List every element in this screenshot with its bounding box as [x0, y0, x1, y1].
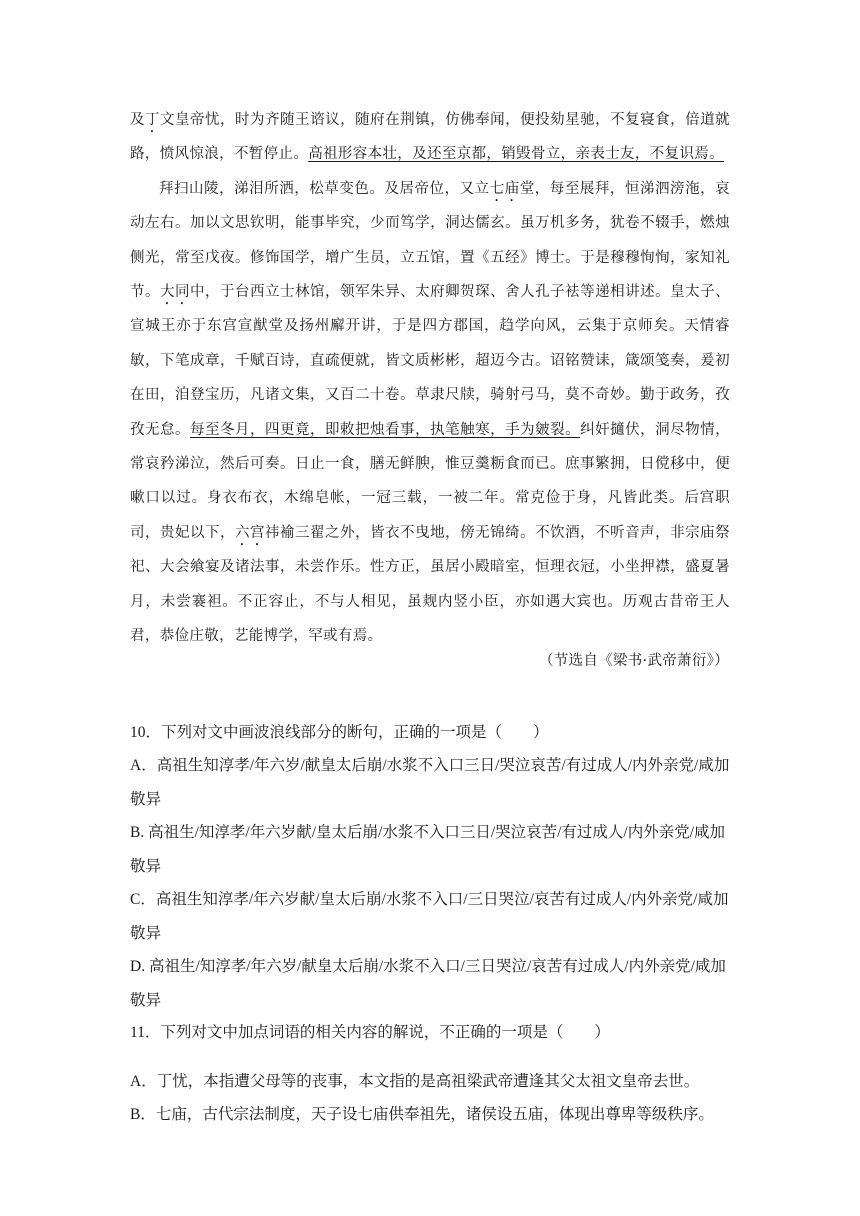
classical-chinese-passage	[130, 103, 730, 654]
question-10	[130, 716, 730, 1017]
text-run: 文皇帝忧，时为齐随王谘议，随府在荆镇，仿佛奉闻，便投劾星驰，不复寝食，倍道就	[160, 112, 731, 128]
option-text: 高祖生知淳孝/年六岁献/皇太后崩/水浆不入口/三日哭泣/哀苦有过成人/内外亲党/咸加敬异	[130, 891, 729, 942]
passage-paragraph-2	[130, 172, 730, 654]
text-run: 纠奸擿伏，洞尽物情，常哀矜涕泣，然后可奏。日止一食，膳无鲜腴，惟豆羹粝食而已。庶事繁拥，日傥移中，便嗽口以过。身衣布衣，木绵皂帐，一冠三载，一被二年。常克俭于身，凡皆此类。后宫职司，贵妃以下，	[130, 421, 730, 541]
dotted-term-liugong: 六宫	[235, 524, 266, 541]
text-run: 拜扫山陵，涕泪所洒，松草变色。及居帝位，又立	[159, 180, 490, 197]
option-letter: D.	[130, 958, 149, 975]
question-11	[130, 1000, 730, 1132]
question-10-option-c[interactable]	[130, 883, 730, 950]
option-letter: A．	[130, 1072, 157, 1090]
text-run: 祎褕三翟之外，皆衣不曳地，傍无锦绮。不饮酒，不听音声，非宗庙祭祀、大会飨宴及诸法事，未尝作乐。性方正，虽居小殿暗室，恒理衣冠，小坐押襟，盛夏暑月，未尝褰袒。不正容止，不与人相见，虽觌内竖小臣，亦如遇大宾也。历观古昔帝王人君，恭俭庄敬，艺能博学，罕或有焉。	[130, 524, 730, 645]
option-text: 丁忧，本指遭父母等的丧事，本文指的是高祖梁武帝遭逢其父太祖文皇帝去世。	[156, 1072, 700, 1090]
dotted-term-datong: 大同	[160, 284, 191, 301]
text-run: 堂，每至展拜，恒涕泗滂沲，哀动左右。加以文思钦明，能事毕究，少而笃学，洞达儒玄。虽万机多务，犹卷不辍手，燃烛侧光，常至戊夜。修饰国学，增广生员，立五馆，置《五经》博士。于是穆穆恂恂，家知礼节。	[130, 180, 730, 301]
option-letter: C．	[130, 891, 156, 908]
passage-paragraph-1	[130, 103, 730, 172]
underlined-sentence-1: 高祖形容本壮，及还至京都，销毁骨立，亲表士友，不复识焉。	[308, 146, 725, 163]
text-run: 中，于台西立士林馆，领军朱异、太府卿贺琛、舍人孔子袪等递相讲述。皇太子、宣城王亦于东宫宣猷堂及扬州廨开讲，于是四方郡国，趋学向风，云集于京师矣。天情睿敏，下笔成章，千赋百诗，直疏便就，皆文质彬彬，超迈今古。诏铭赞诔，箴颂笺奏，爰初在田，洎登宝历，凡诸文集，又百二十卷。草隶尺牍，骑射弓马，莫不奇妙。勤于政务，孜孜无怠。	[130, 284, 730, 438]
question-10-stem: 10．下列对文中画波浪线部分的断句，正确的一项是（ ）	[130, 724, 549, 741]
text-run: 及	[130, 112, 146, 128]
option-text: 高祖生知淳孝/年六岁/献皇太后崩/水浆不入口三日/哭泣哀苦/有过成人/内外亲党/咸加敬异	[130, 757, 730, 808]
question-11-option-b[interactable]	[130, 1098, 730, 1132]
option-letter: B．	[130, 1106, 156, 1123]
question-10-option-a[interactable]	[130, 749, 730, 816]
text-run: 路，愤风惊浪，不暂停止。	[130, 146, 309, 163]
option-letter: B.	[130, 824, 149, 841]
option-letter: A．	[130, 757, 157, 774]
option-text: 高祖生/知淳孝/年六岁献/皇太后崩/水浆不入口三日/哭泣哀苦/有过成人/内外亲党/咸加敬异	[130, 824, 726, 875]
option-text: 七庙，古代宗法制度，天子设七庙供奉祖先，诸侯设五庙，体现出尊卑等级秩序。	[155, 1106, 714, 1123]
passage-source: （节选自《梁书·武帝萧衍》）	[538, 653, 729, 669]
question-10-option-b[interactable]	[130, 816, 730, 883]
dotted-term-dingyou: 丁	[145, 112, 161, 128]
dotted-term-qimiao: 七庙	[489, 180, 520, 197]
question-11-stem: 11．下列对文中加点词语的相关内容的解说，不正确的一项是（ ）	[130, 1023, 610, 1041]
option-text: 高祖生/知淳孝/年六岁/献皇太后崩/水浆不入口/三日哭泣/哀苦有过成人/内外亲党/咸加敬异	[130, 958, 726, 1009]
question-11-option-a[interactable]	[130, 1065, 730, 1099]
underlined-sentence-2: 每至冬月，四更竟，即敕把烛看事，执笔触寒，手为皴裂。	[190, 421, 581, 438]
